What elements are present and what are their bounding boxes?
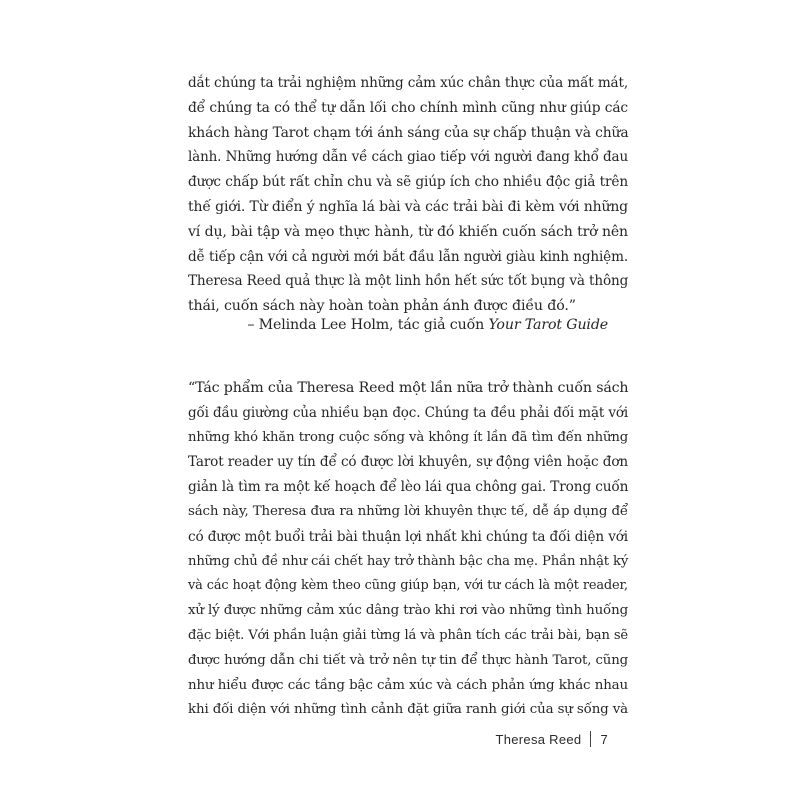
running-footer-author: Theresa Reed: [495, 731, 582, 747]
text-line: khách hàng Tarot chạm tới ánh sáng của sự chấp thuận và chữa: [188, 124, 629, 141]
attribution-author: – Melinda Lee Holm, tác giả cuốn: [247, 317, 489, 333]
text-line: giản là tìm ra một kế hoạch để lèo lái qua chông gai. Trong cuốn: [188, 479, 629, 496]
text-line: thế giới. Từ điển ý nghĩa lá bài và các trải bài đi kèm với những: [188, 198, 628, 215]
text-line: những khó khăn trong cuộc sống và không ít lần đã tìm đến những: [188, 429, 628, 445]
text-line: có được một buổi trải bài thuận lợi nhất khi chúng ta đối diện với: [188, 528, 628, 545]
text-line: gối đầu giường của nhiều bạn đọc. Chúng ta đều phải đối mặt với: [188, 404, 628, 421]
attribution-book-title: Your Tarot Guide: [488, 317, 608, 333]
text-line: như hiểu được các tầng bậc cảm xúc và cách phản ứng khác nhau: [188, 677, 628, 693]
text-line: dễ tiếp cận với cả người mới bắt đầu lẫn người giàu kinh nghiệm.: [188, 248, 628, 265]
text-line: để chúng ta có thể tự dẫn lối cho chính mình cũng như giúp các: [188, 99, 628, 116]
quote-paragraph-2: [188, 376, 628, 723]
text-line: Theresa Reed quả thực là một linh hồn hết sức tốt bụng và thông: [188, 273, 629, 290]
text-line: “Tác phẩm của Theresa Reed một lần nữa trở thành cuốn sách: [188, 380, 629, 396]
text-line: được chấp bút rất chỉn chu và sẽ giúp ích cho nhiều độc giả trên: [188, 174, 628, 191]
text-line: được hướng dẫn chi tiết và trở nên tự tin để thực hành Tarot, cũng: [188, 652, 628, 668]
text-line: sách này, Theresa đưa ra những lời khuyên thực tế, dễ áp dụng để: [188, 503, 628, 519]
text-line: đặc biệt. Với phần luận giải từng lá và phân tích các trải bài, bạn sẽ: [188, 627, 628, 643]
text-line: và các hoạt động kèm theo cũng giúp bạn, với tư cách là một reader,: [188, 578, 628, 594]
page-footer: [495, 731, 608, 747]
text-line: lành. Những hướng dẫn về cách giao tiếp với người đang khổ đau: [188, 149, 628, 166]
text-line: Tarot reader uy tín để có được lời khuyên, sự động viên hoặc đơn: [188, 454, 628, 471]
text-line: khi đối diện với những tình cảnh đặt giữa ranh giới của sự sống và: [188, 702, 628, 718]
text-line: dắt chúng ta trải nghiệm những cảm xúc chân thực của mất mát,: [188, 75, 628, 91]
text-line: xử lý được những cảm xúc dâng trào khi rơi vào những tình huống: [188, 603, 628, 619]
quote-paragraph-1: [188, 71, 628, 319]
text-line: ví dụ, bài tập và mẹo thực hành, từ đó khiến cuốn sách trở nên: [188, 223, 628, 240]
text-line: những chủ đề như cái chết hay trở thành bậc cha mẹ. Phần nhật ký: [188, 553, 629, 569]
footer-divider: [590, 731, 591, 747]
page-number: 7: [600, 731, 608, 747]
quote-attribution: [247, 313, 608, 337]
text-line: thái, cuốn sách này hoàn toàn phản ánh được điều đó.”: [188, 298, 576, 315]
